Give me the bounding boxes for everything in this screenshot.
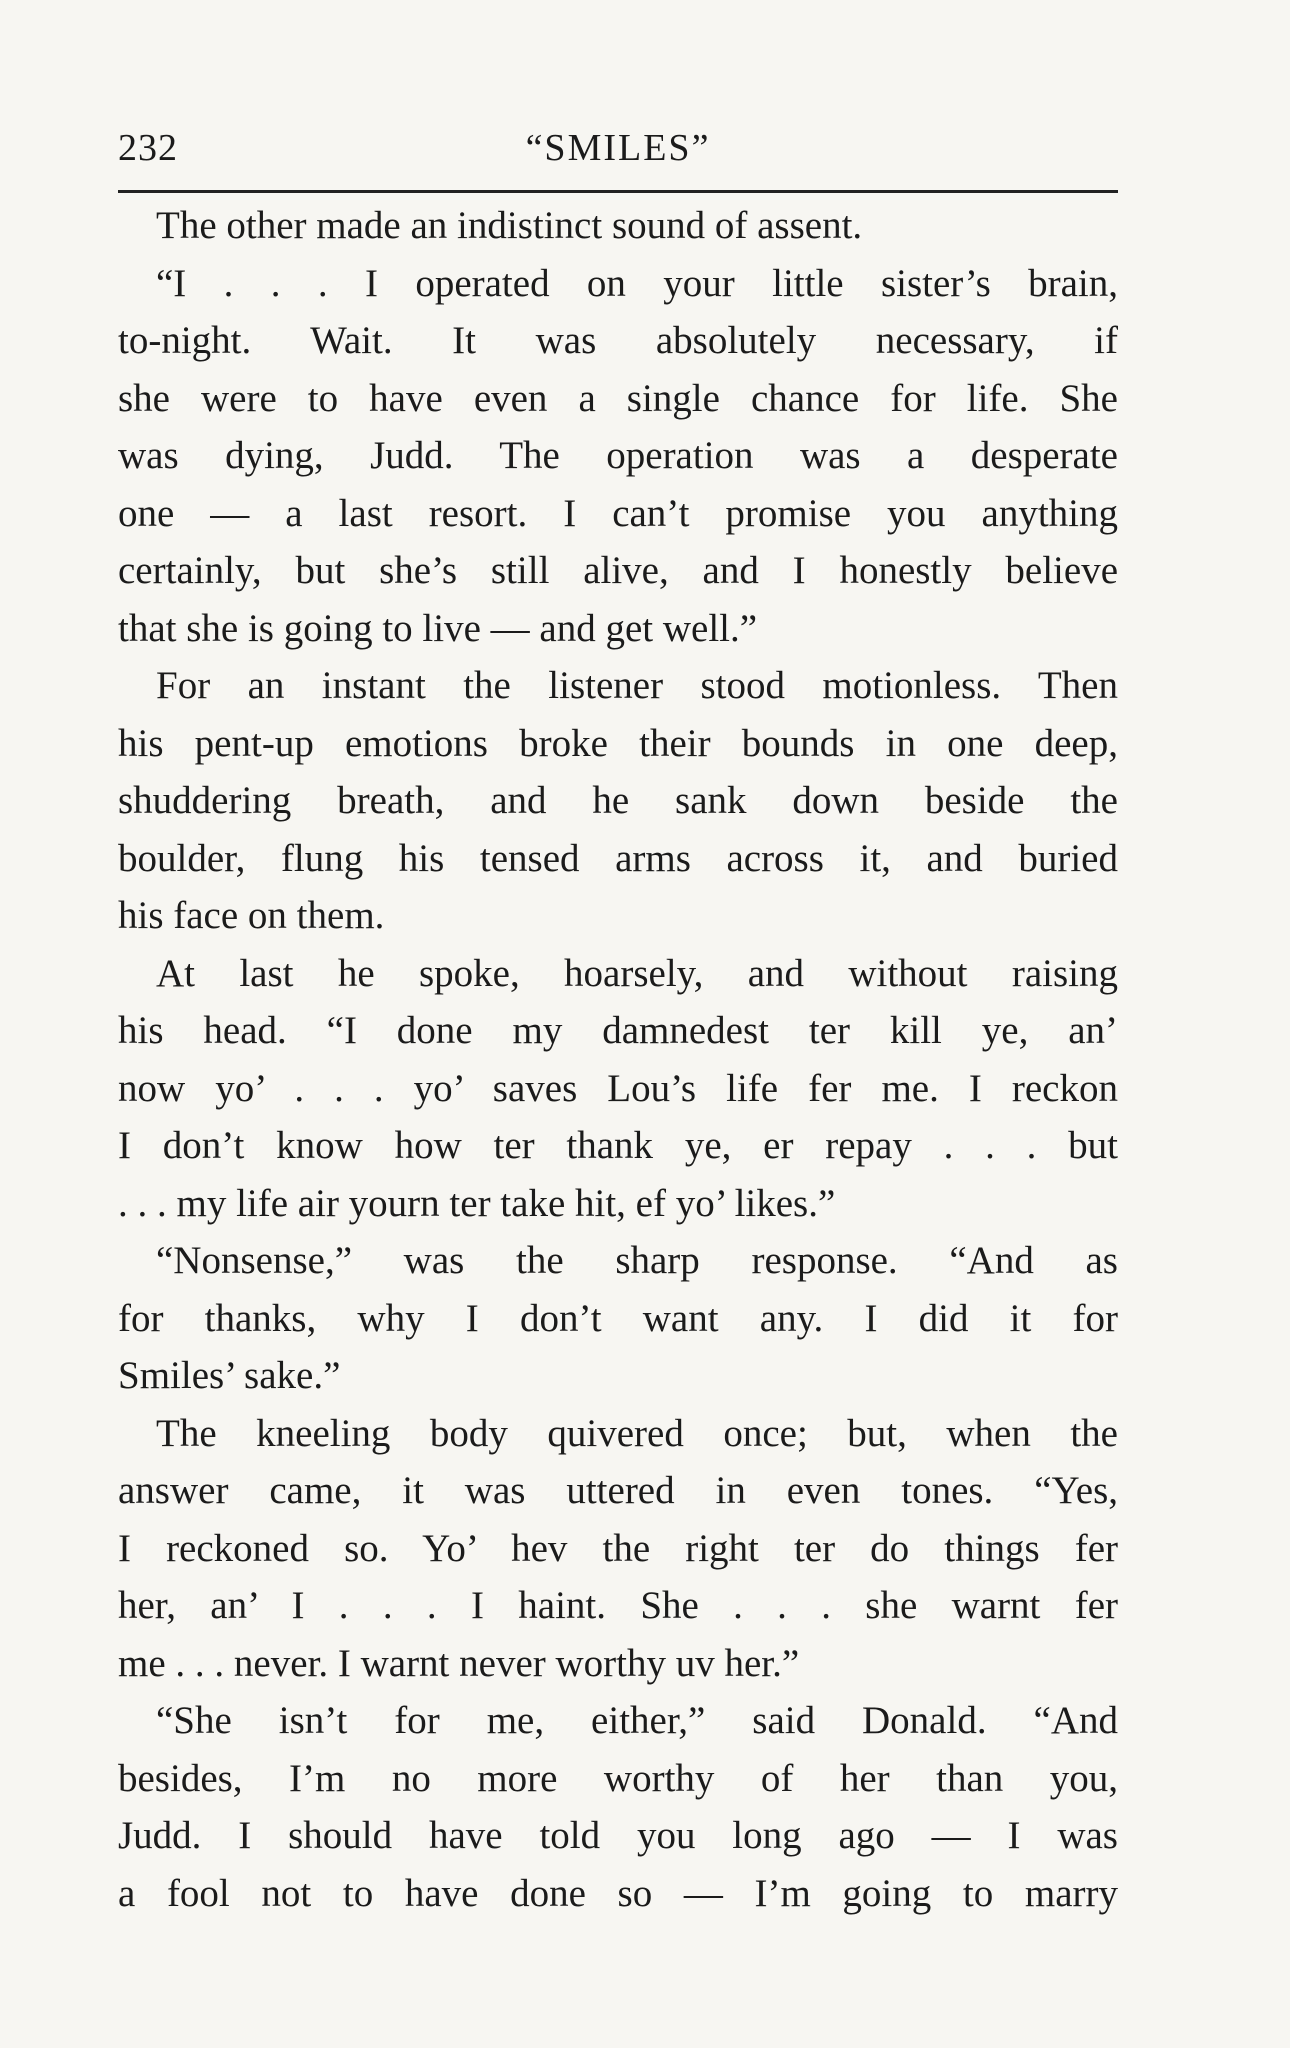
- text-line: his pent-up emotions broke their bounds in one deep,: [118, 721, 1118, 765]
- text-line: “She isn’t for me, either,” said Donald. “And: [156, 1699, 1118, 1742]
- text-line: boulder, flung his tensed arms across it, and buried: [118, 836, 1118, 880]
- text-line: that she is going to live — and get well.”: [118, 606, 758, 650]
- text-line: certainly, but she’s still alive, and I honestly believe: [118, 549, 1118, 592]
- text-line: “Nonsense,” was the sharp response. “And as: [156, 1239, 1118, 1282]
- text-line: For an instant the listener stood motionless. Then: [156, 664, 1118, 707]
- text-line: Smiles’ sake.”: [118, 1354, 341, 1397]
- body-text: [118, 197, 1118, 1922]
- text-line: his face on them.: [118, 894, 385, 937]
- text-line: shuddering breath, and he sank down beside the: [118, 779, 1118, 822]
- text-line: . . . my life air yourn ter take hit, ef yo’ likes.”: [118, 1181, 836, 1225]
- text-line: was dying, Judd. The operation was a desperate: [118, 434, 1118, 477]
- text-line: I reckoned so. Yo’ hev the right ter do things fer: [118, 1526, 1118, 1570]
- text-line: At last he spoke, hoarsely, and without raising: [156, 951, 1118, 995]
- text-line: to-night. Wait. It was absolutely necessary, if: [118, 319, 1118, 362]
- text-line: answer came, it was uttered in even tones. “Yes,: [118, 1469, 1118, 1512]
- text-line: a fool not to have done so — I’m going to marry: [118, 1871, 1118, 1915]
- text-line: her, an’ I . . . I haint. She . . . she warnt fer: [118, 1584, 1118, 1627]
- text-line: she were to have even a single chance for life. She: [118, 376, 1118, 420]
- text-line: besides, I’m no more worthy of her than you,: [118, 1756, 1118, 1800]
- text-line: for thanks, why I don’t want any. I did it for: [118, 1296, 1118, 1340]
- text-line: Judd. I should have told you long ago — I was: [118, 1814, 1118, 1857]
- page-number: 232: [118, 127, 178, 169]
- text-line: The other made an indistinct sound of assent.: [156, 204, 863, 247]
- text-line: me . . . never. I warnt never worthy uv her.”: [118, 1641, 800, 1685]
- text-line: his head. “I done my damnedest ter kill ye, an’: [118, 1009, 1118, 1052]
- text-line: one — a last resort. I can’t promise you anything: [118, 491, 1118, 535]
- text-line: I don’t know how ter thank ye, er repay . . . but: [118, 1124, 1118, 1167]
- text-line: The kneeling body quivered once; but, when the: [156, 1411, 1118, 1455]
- text-line: now yo’ . . . yo’ saves Lou’s life fer me. I reckon: [118, 1066, 1118, 1110]
- header-rule: [118, 190, 1118, 193]
- running-title: “SMILES”: [525, 127, 711, 169]
- text-line: “I . . . I operated on your little sister’s brain,: [156, 261, 1118, 305]
- page-header: [118, 118, 1118, 178]
